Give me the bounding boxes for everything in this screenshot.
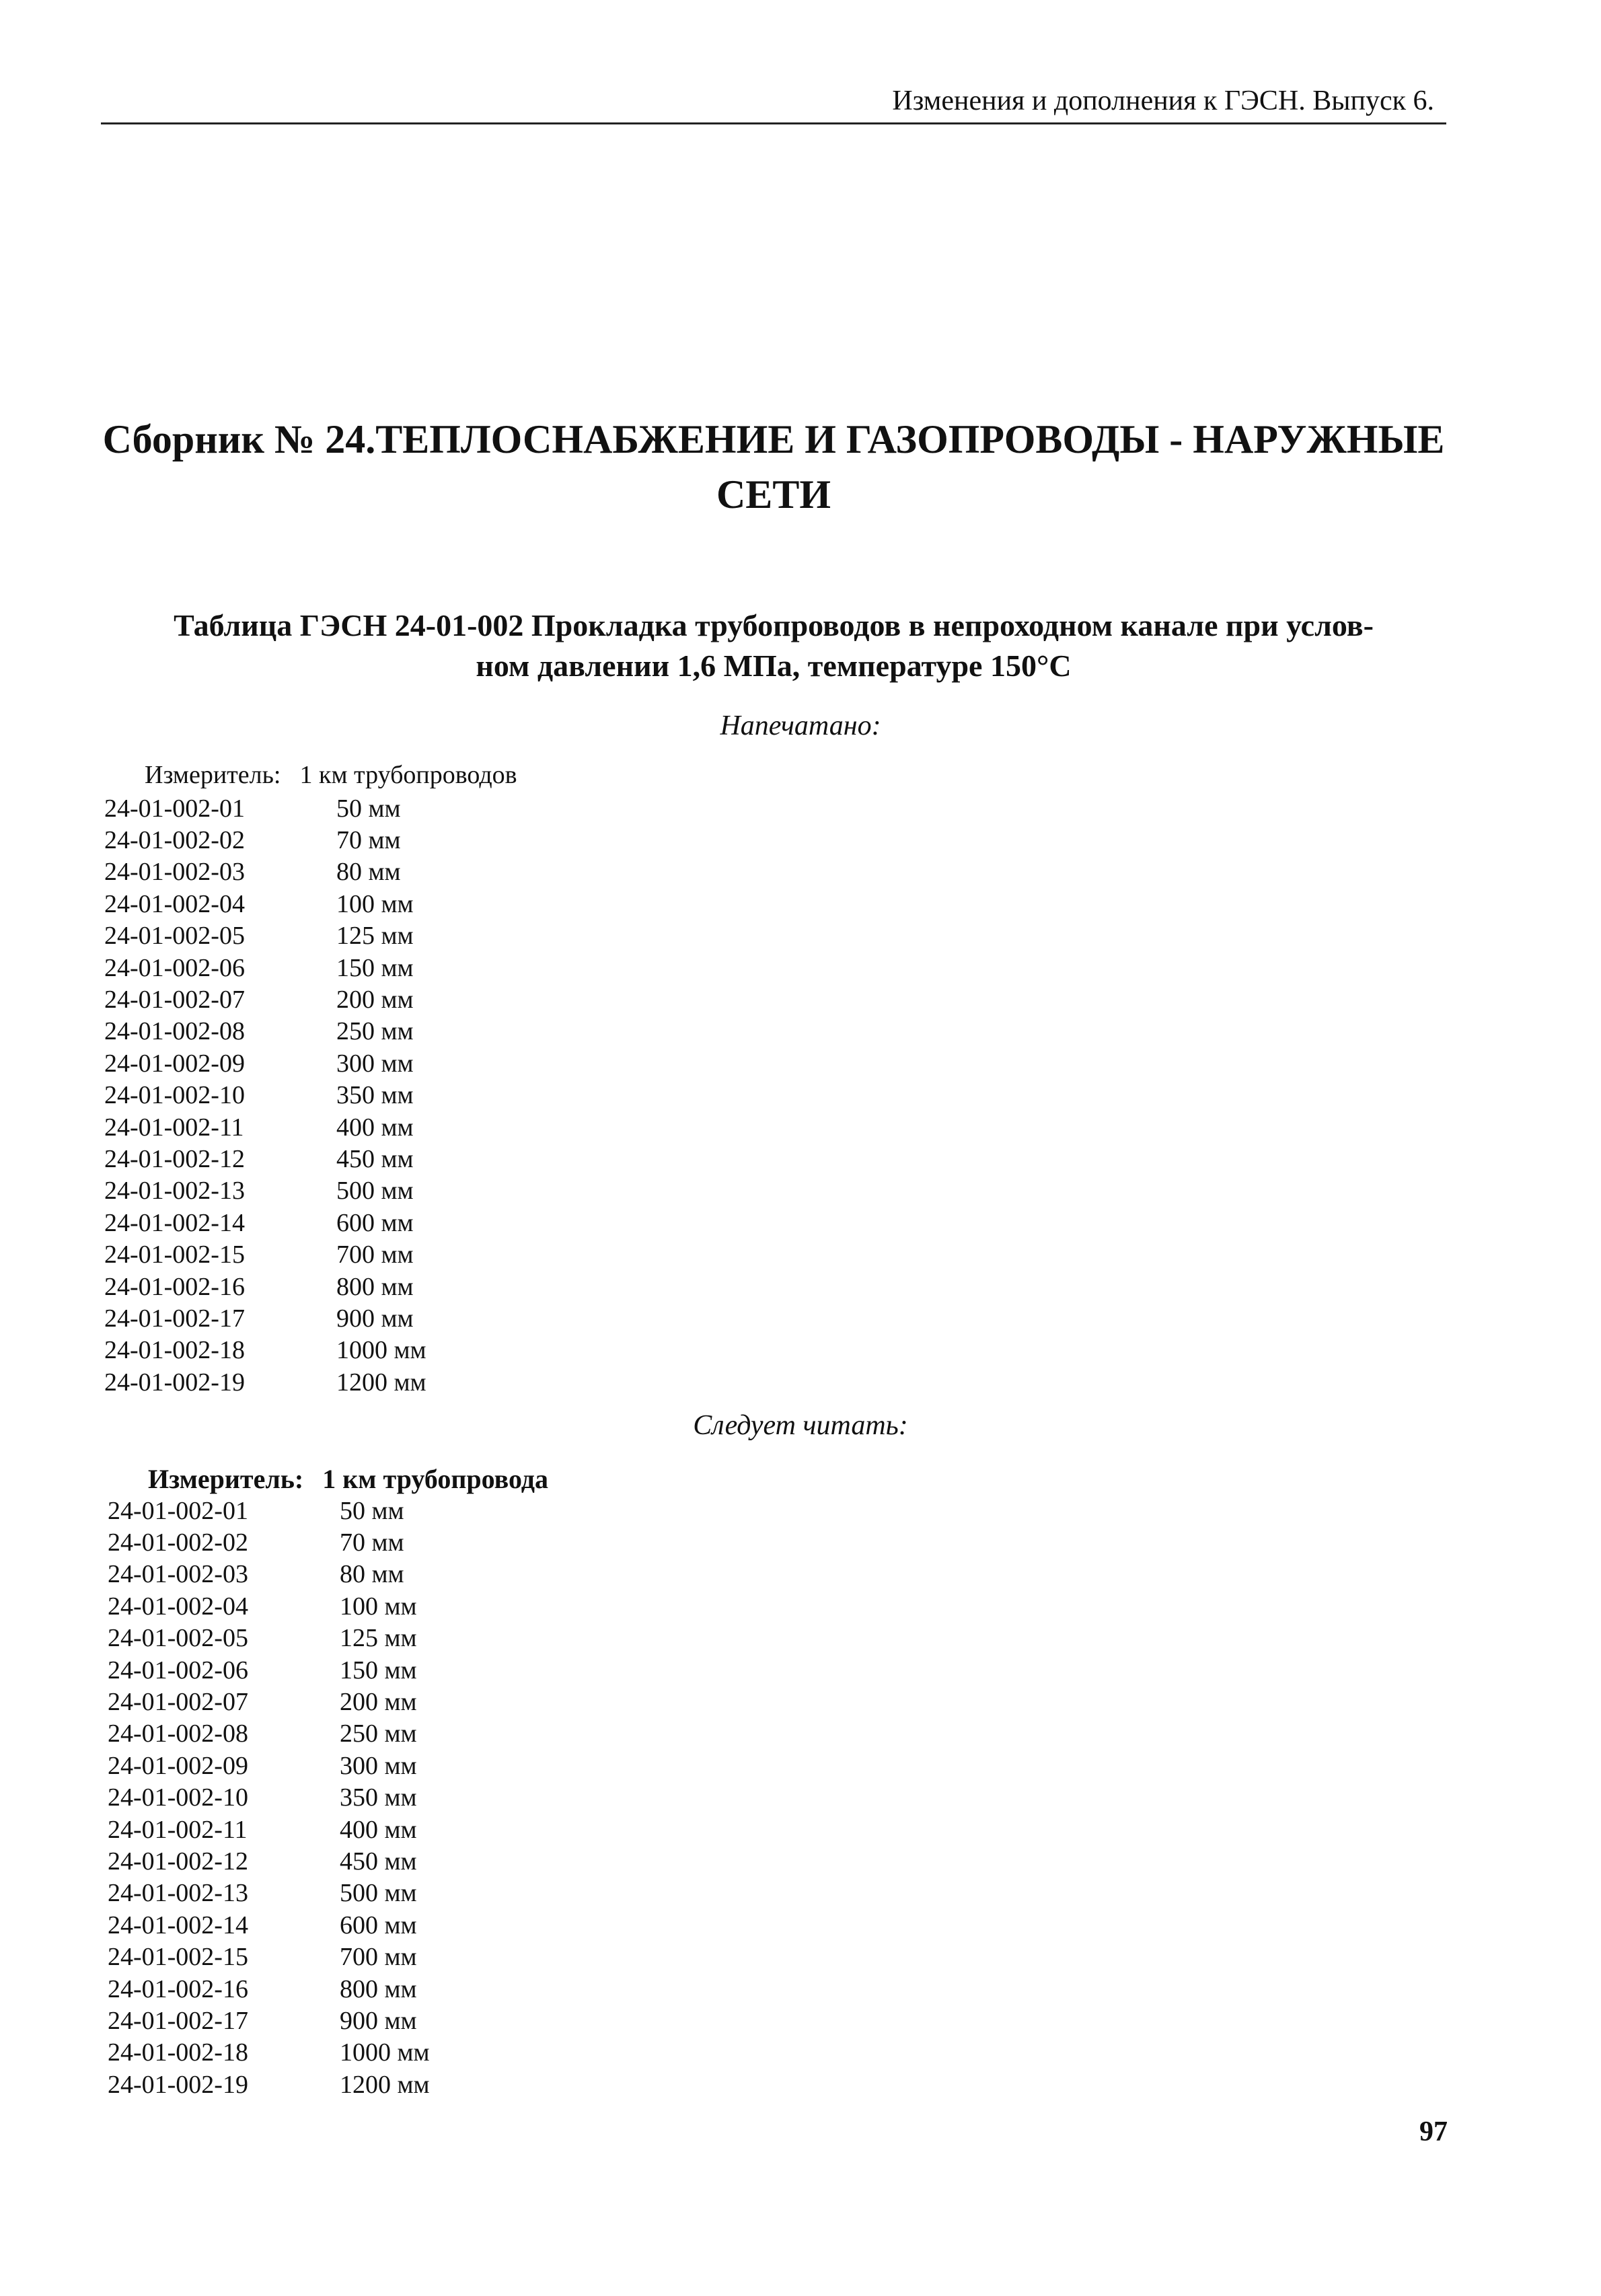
table-row [104,1207,426,1238]
row-size: 1000 мм [336,1336,426,1365]
row-size: 400 мм [336,1113,414,1142]
row-code: 24-01-002-05 [108,1624,248,1653]
row-code: 24-01-002-04 [104,889,245,918]
table-row [104,856,426,888]
row-size: 100 мм [340,1592,417,1621]
collection-title-line1: Сборник № 24.ТЕПЛОСНАБЖЕНИЕ И ГАЗОПРОВОДЫ - НАРУЖНЫЕ [102,417,1445,461]
row-code: 24-01-002-06 [104,953,245,982]
table-row [104,1335,426,1366]
table-row [108,1590,430,1622]
row-size: 1200 мм [336,1368,426,1397]
row-size: 50 мм [340,1496,404,1525]
corrected-measure-unit: 1 км трубопровода [322,1464,549,1494]
corrected-measure [148,1463,548,1495]
table-row [108,1941,430,1972]
table-row [108,1750,430,1781]
corrected-measure-label: Измеритель: [148,1464,304,1494]
table-row [108,1878,430,1909]
row-size: 300 мм [336,1049,414,1078]
printed-label: Напечатано: [720,710,881,741]
row-code: 24-01-002-17 [104,1304,245,1333]
row-size: 200 мм [336,986,414,1014]
table-row [104,824,426,856]
row-code: 24-01-002-13 [104,1177,245,1206]
row-code: 24-01-002-09 [104,1049,245,1078]
collection-title-line2: СЕТИ [716,472,831,517]
row-code: 24-01-002-02 [104,826,245,855]
table-row [108,1654,430,1686]
row-size: 150 мм [336,953,414,982]
row-code: 24-01-002-07 [104,986,245,1014]
page-number: 97 [1419,2116,1448,2147]
corrected-label: Следует читать: [693,1410,908,1441]
row-size: 80 мм [340,1560,404,1589]
row-size: 400 мм [340,1815,417,1844]
row-code: 24-01-002-03 [108,1560,248,1589]
table-row [104,888,426,920]
table-row [104,1175,426,1207]
table-row [104,1080,426,1111]
table-row [108,2005,430,2036]
row-size: 250 мм [336,1017,414,1046]
row-size: 80 мм [336,858,401,887]
row-code: 24-01-002-15 [108,1943,248,1972]
row-code: 24-01-002-05 [104,922,245,951]
row-code: 24-01-002-12 [104,1144,245,1173]
row-code: 24-01-002-19 [108,2070,248,2099]
row-size: 700 мм [336,1240,414,1269]
table-row [104,1143,426,1175]
printed-measure [145,760,517,790]
row-code: 24-01-002-01 [108,1496,248,1525]
printed-measure-unit: 1 км трубопроводов [299,761,517,789]
row-code: 24-01-002-06 [108,1656,248,1684]
row-size: 150 мм [340,1656,417,1684]
row-size: 125 мм [340,1624,417,1653]
printed-rows [104,792,426,1398]
table-row [108,1559,430,1590]
table-row [108,1686,430,1717]
row-size: 70 мм [336,826,401,855]
table-row [108,2037,430,2069]
table-row [108,1782,430,1814]
row-code: 24-01-002-18 [108,2038,248,2067]
table-row [104,984,426,1015]
row-code: 24-01-002-07 [108,1688,248,1717]
table-row [104,1047,426,1079]
row-size: 200 мм [340,1688,417,1717]
printed-measure-label: Измеритель: [145,761,281,789]
row-code: 24-01-002-14 [104,1208,245,1237]
row-code: 24-01-002-10 [104,1081,245,1110]
row-code: 24-01-002-10 [108,1783,248,1812]
row-size: 800 мм [340,1974,417,2003]
row-size: 450 мм [340,1847,417,1876]
row-size: 700 мм [340,1943,417,1972]
row-code: 24-01-002-16 [108,1974,248,2003]
table-row [104,952,426,984]
table-row [104,1271,426,1302]
table-title-line2: ном давлении 1,6 МПа, температуре 150°С [476,649,1072,683]
table-row [108,1973,430,2005]
row-code: 24-01-002-09 [108,1751,248,1780]
table-row [104,1016,426,1047]
table-title-line1: Таблица ГЭСН 24-01-002 Прокладка трубопроводов в непроходном канале при услов- [174,608,1374,642]
row-code: 24-01-002-19 [104,1368,245,1397]
row-size: 70 мм [340,1528,404,1557]
row-code: 24-01-002-15 [104,1240,245,1269]
row-code: 24-01-002-12 [108,1847,248,1876]
row-size: 250 мм [340,1719,417,1748]
row-size: 500 мм [340,1879,417,1908]
running-header-title: Изменения и дополнения к ГЭСН. Выпуск 6. [892,85,1434,116]
table-row [108,1718,430,1750]
row-code: 24-01-002-14 [108,1911,248,1939]
row-code: 24-01-002-03 [104,858,245,887]
table-row [108,1623,430,1654]
table-row [108,1909,430,1941]
row-size: 600 мм [340,1911,417,1939]
row-code: 24-01-002-16 [104,1272,245,1301]
row-size: 300 мм [340,1751,417,1780]
row-code: 24-01-002-02 [108,1528,248,1557]
table-row [108,1526,430,1558]
row-size: 450 мм [336,1144,414,1173]
corrected-rows [108,1495,430,2100]
row-code: 24-01-002-18 [104,1336,245,1365]
table-row [104,1111,426,1143]
row-size: 500 мм [336,1177,414,1206]
row-size: 50 мм [336,794,401,823]
row-code: 24-01-002-08 [104,1017,245,1046]
row-size: 1000 мм [340,2038,430,2067]
table-row [104,920,426,952]
collection-title [101,412,1446,522]
table-row [104,792,426,824]
row-code: 24-01-002-01 [104,794,245,823]
row-code: 24-01-002-11 [108,1815,248,1844]
row-size: 800 мм [336,1272,414,1301]
row-code: 24-01-002-17 [108,2006,248,2035]
table-row [108,1845,430,1877]
table-row [108,1814,430,1845]
row-code: 24-01-002-08 [108,1719,248,1748]
table-row [104,1302,426,1334]
table-row [108,2069,430,2100]
row-size: 125 мм [336,922,414,951]
row-size: 350 мм [336,1081,414,1110]
row-size: 1200 мм [340,2070,430,2099]
row-code: 24-01-002-13 [108,1879,248,1908]
table-row [104,1366,426,1398]
row-code: 24-01-002-11 [104,1113,244,1142]
table-row [104,1238,426,1270]
row-size: 900 мм [340,2006,417,2035]
table-row [108,1495,430,1526]
row-size: 350 мм [340,1783,417,1812]
row-size: 100 мм [336,889,414,918]
running-header [101,82,1446,124]
table-title [101,605,1446,686]
row-size: 900 мм [336,1304,414,1333]
row-code: 24-01-002-04 [108,1592,248,1621]
row-size: 600 мм [336,1208,414,1237]
